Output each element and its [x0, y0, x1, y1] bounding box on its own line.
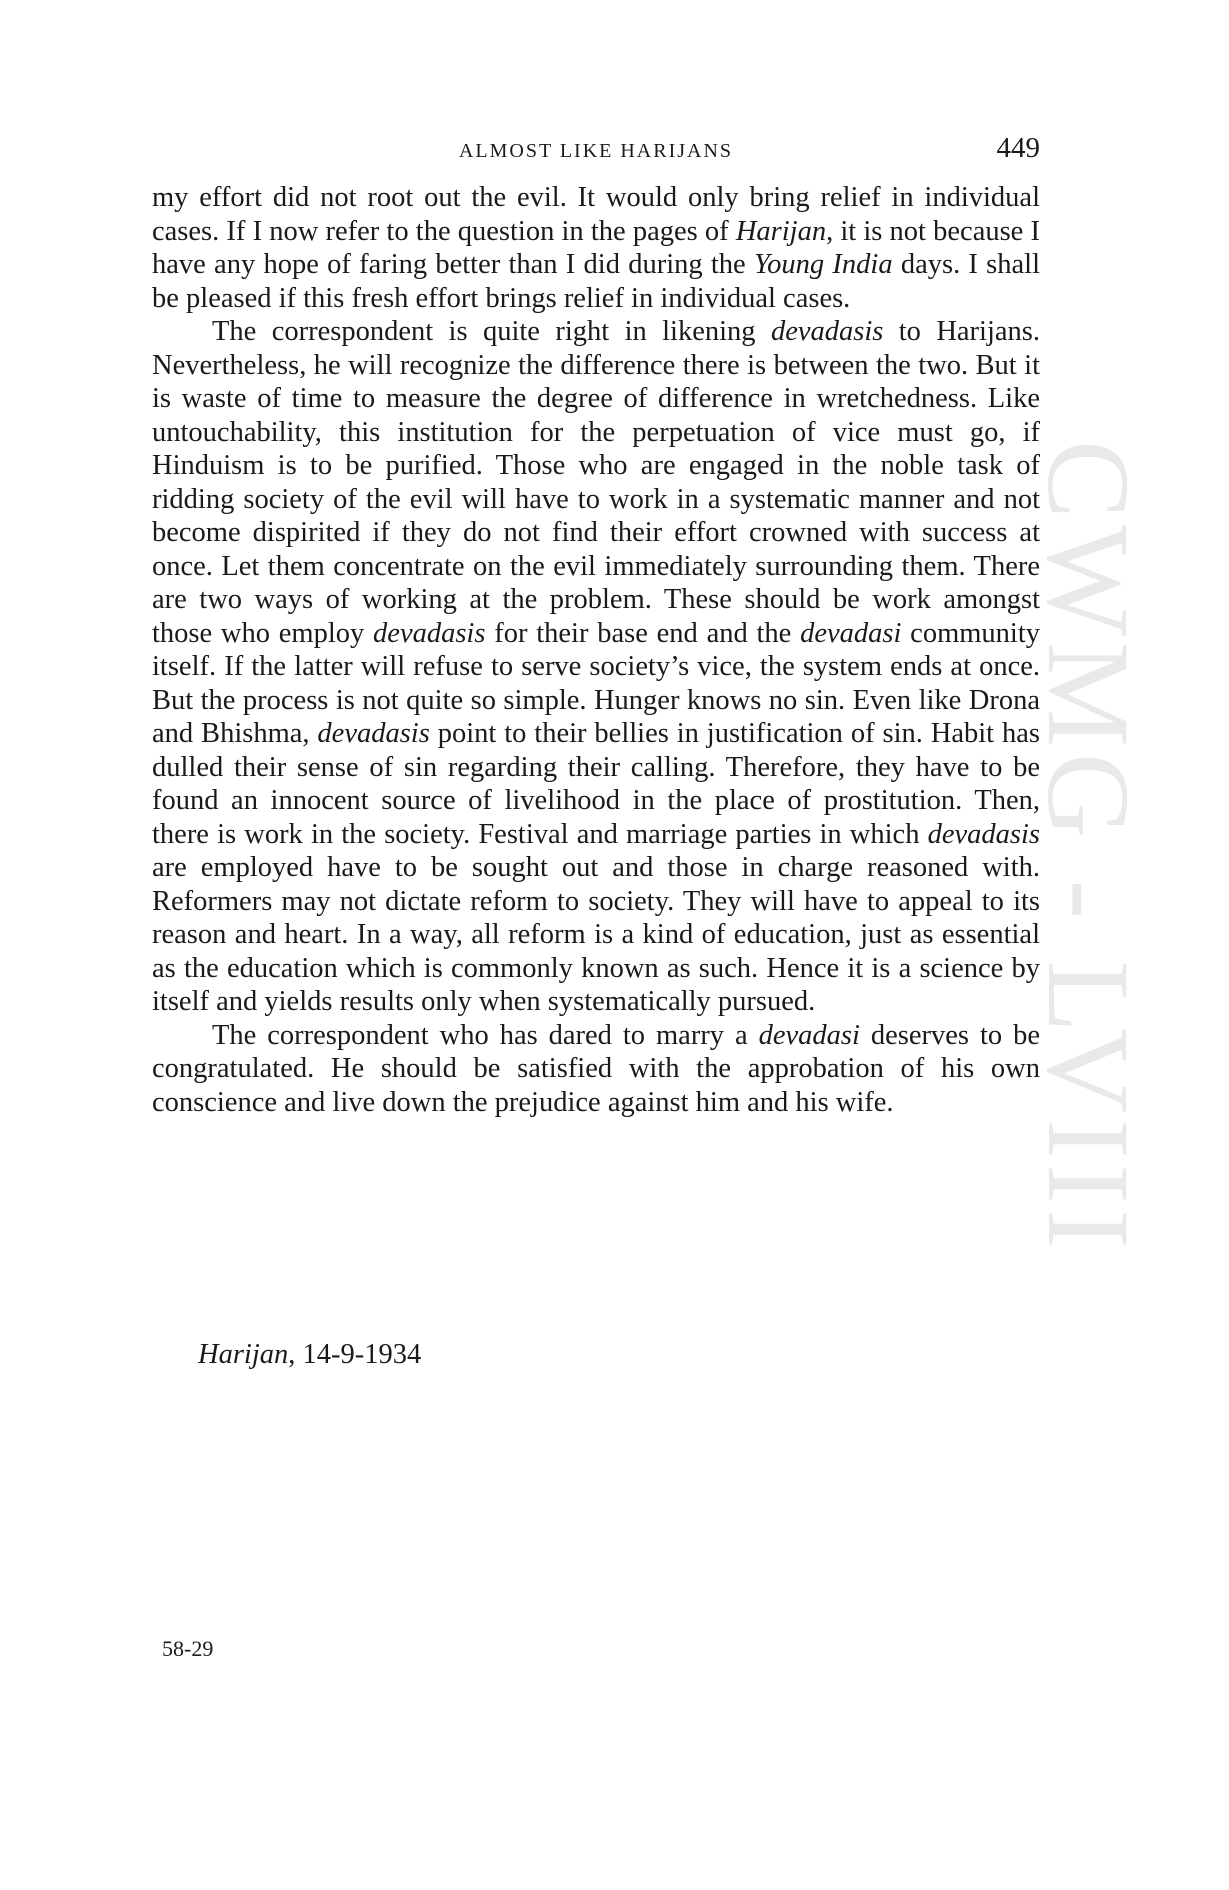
- body-text: [152, 181, 1040, 1119]
- running-head: [152, 132, 1040, 172]
- running-title: ALMOST LIKE HARIJANS: [458, 140, 734, 162]
- italic-run: Young India: [753, 249, 893, 280]
- watermark: [1010, 440, 1154, 1450]
- italic-run: devadasis: [927, 818, 1040, 850]
- page-number: 449: [996, 132, 1040, 164]
- paragraph-2: [152, 315, 1040, 1019]
- text-run: The correspondent is quite right in likening: [212, 316, 771, 347]
- paragraph-1: [152, 181, 1040, 315]
- text-run: community itself. If the latter will refuse to serve society’s vice, the system ends at once. But the process is not quite so simple. Hunger knows no sin. Even like Drona and Bhishma,: [152, 617, 1040, 749]
- text-run: my effort did not root out the evil. It would only bring relief in individual cases. If I now refer to the question in the pages of: [152, 182, 1040, 247]
- source-citation: [198, 1339, 421, 1371]
- text-run: are employed have to be sought out and those in charge reasoned with. Reformers may not dictate reform to society. They will have to appeal to its reason and heart. In a way, all reform is a kind of education, just as essential as the education which is commonly known as such. Hence it is a science by itself and yields results only when systematically pursued.: [152, 852, 1040, 1017]
- paragraph-3: [152, 1019, 1040, 1120]
- italic-run: devadasis: [317, 718, 430, 749]
- text-run: , it is not because I have any hope of faring better than I did during the: [152, 215, 1040, 280]
- text-run: point to their bellies in justification of sin. Habit has dulled their sense of sin regarding their calling. Therefore, they have to be found an innocent source of livelihood in the place of prostitution. Then, there is work in the society. Festival and marriage parties in which: [152, 718, 1040, 850]
- source-date: , 14-9-1934: [288, 1339, 422, 1370]
- text-run: for their base end and the: [485, 617, 801, 649]
- italic-run: devadasi: [800, 617, 902, 649]
- signature-mark: 58-29: [162, 1636, 214, 1661]
- source-publication: Harijan: [198, 1339, 289, 1370]
- text-run: days. I shall be pleased if this fresh effort brings relief in individual cases.: [152, 249, 1040, 314]
- italic-run: devadasis: [373, 617, 486, 649]
- italic-run: Harijan: [735, 215, 827, 247]
- italic-run: devadasi: [758, 1019, 860, 1051]
- italic-run: devadasis: [770, 316, 884, 347]
- watermark-text: CWMG - LVIII: [1023, 440, 1154, 1255]
- text-run: The correspondent who has dared to marry a: [212, 1019, 759, 1051]
- text-run: to Harijans. Nevertheless, he will recognize the difference there is between the two. But it is waste of time to measure the degree of difference in wretchedness. Like untouchability, this institution for the perpetuation of vice must go, if Hinduism is to be purified. Those who are engaged in the noble task of ridding society of the evil will have to work in a systematic manner and not become dispirited if they do not find their effort crowned with success at once. Let them concentrate on the evil immediately surrounding them. There are two ways of working at the problem. These should be work amongst those who employ: [152, 316, 1041, 649]
- text-run: deserves to be congratulated. He should be satisfied with the approbation of his own conscience and live down the prejudice against him and his wife.: [152, 1019, 1040, 1118]
